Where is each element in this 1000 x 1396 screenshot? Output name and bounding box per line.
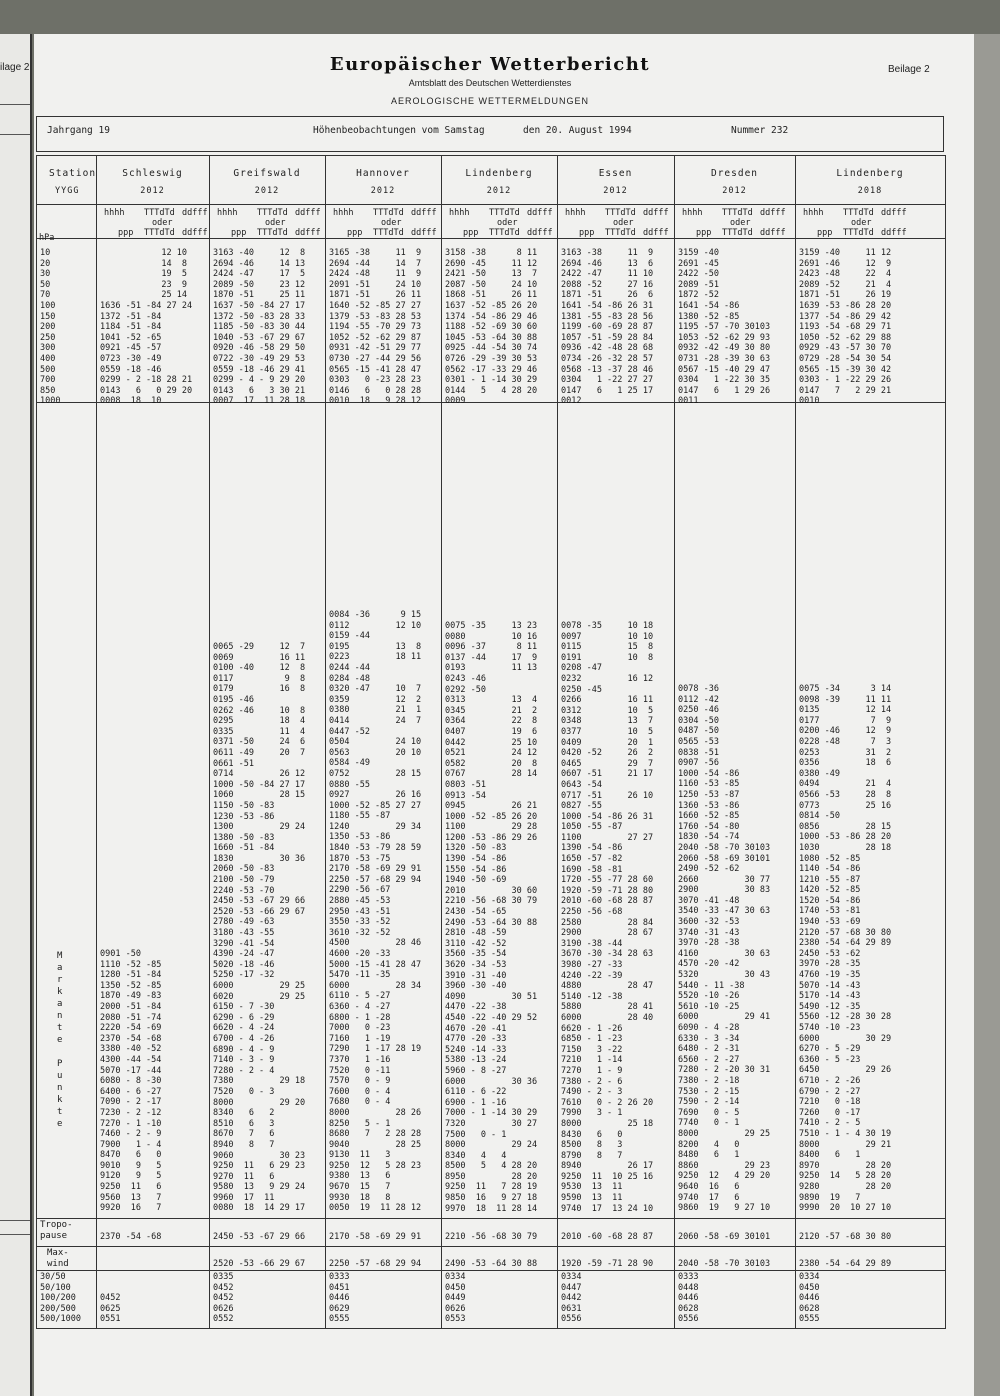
tropopause-data: 2010 -60 -68 28 87 [561,1232,654,1242]
margin-label: ilage 2 [0,62,30,73]
col-header-tttdtd: TTTdTd [373,228,404,238]
tropopause-data: 2060 -58 -69 30101 [678,1232,771,1242]
col-header-ddfff: ddfff [182,228,208,238]
maxwind-data: 2520 -53 -66 29 67 [213,1259,306,1269]
maxwind-data: 2040 -58 -70 30103 [678,1259,771,1269]
col-header-tttdtd: TTTdTd [843,228,874,238]
divider [0,1220,30,1221]
col-header-tttdtd: TTTdTd [144,208,175,218]
standard-levels-data: 3158 -38 8 11 2690 -45 11 12 2421 -50 13 7 2087 -50 24 10 1868 -51 26 11 1637 -52 -85 26 20 1374 -54 -86 29 46 1188 -52 -69 30 60 1045 -53 -64 30 88 0925 -44 -54 30 74 0726 -29 -39 30 53 0562 -17 -33 29 46 0301 - 1 -14 30 29 0144 5 4 28 20 0009 [445,248,538,407]
col-header-ppp: ppp [817,228,833,238]
col-header-ppp: ppp [579,228,595,238]
col-header-tttdtd: TTTdTd [489,208,520,218]
col-header-ddfff: ddfff [182,208,208,218]
col-header-oder: oder [613,218,634,228]
thickness-data: 0333 0451 0446 0629 0555 [329,1272,350,1325]
standard-levels-data: 3159 -40 11 12 2691 -46 12 9 2423 -48 22 4 2089 -52 21 4 1871 -51 26 19 1639 -53 -86 28 20 1377 -54 -86 29 42 1193 -54 -68 29 71 1050 -52 -62 29 88 0929 -43 -57 30 70 0729 -28 -54 30 54 0565 -15 -39 30 42 0303 - 1 -22 29 26 0147 7 2 29 21 0010 [799,248,892,407]
column-divider [96,156,97,1328]
tropopause-data: 2120 -57 -68 30 80 [799,1232,892,1242]
volume-label: Jahrgang 19 [47,125,110,136]
col-header-hhhh: hhhh [803,208,824,218]
row-divider [37,204,945,205]
row-divider [37,1218,945,1219]
markante-punkte-label: M a r k a n t e P u n k t e [57,951,63,1129]
col-header-oder: oder [381,218,402,228]
station-yygg: 2018 [857,186,883,196]
col-header-ddfff: ddfff [760,228,786,238]
col-header-oder: oder [497,218,518,228]
tropopause-data: 2210 -56 -68 30 79 [445,1232,538,1242]
row-divider [37,1270,945,1271]
col-header-tttdtd: TTTdTd [843,208,874,218]
col-header-hhhh: hhhh [217,208,238,218]
col-header-oder: oder [152,218,173,228]
significant-levels-data: 0901 -50 1110 -52 -85 1280 -51 -84 1350 -52 -85 1870 -49 -83 2000 -51 -84 2080 -51 -74 2220 -54 -69 2370 -54 -68 3380 -40 -52 4300 -44 -54 5070 -17 -44 6080 - 8 -30 6400 - 6 -27 7090 - 2 -17 7230 - 2 -12 7270 - 1 -10 7460 - 2 - 9 7900 1 - 4 8470 6 0 9010 9 5 9120 9 5 9250 11 6 9560 13 7 9920 16 7 [100,949,162,1214]
thickness-data: 0334 0447 0442 0631 0556 [561,1272,582,1325]
significant-levels-data: 0075 -35 13 23 0080 10 16 0096 -37 8 11 0137 -44 17 9 0193 11 13 0243 -46 0292 -50 0313 13 4 0345 21 2 0364 22 8 0407 19 6 0442 25 10 0521 24 12 0582 20 8 0767 28 14 0803 -51 0913 -54 0945 26 21 1000 -52 -85 26 20 1100 29 28 1200 -53 -86 29 26 1320 -50 -83 1390 -54 -86 1550 -54 -86 1940 -50 -69 2010 30 60 2210 -56 -68 30 79 2430 -54 -65 2490 -53 -64 30 88 2810 -48 -59 3110 -42 -52 3560 -35 -54 3620 -34 -53 3910 -31 -40 3960 -30 -40 4090 30 51 4470 -22 -38 4540 -22 -40 29 52 4670 -20 -41 4770 -20 -33 5240 -14 -33 5380 -13 -24 5960 - 8 -27 6000 30 36 6110 - 6 -22 6900 - 1 -16 7000 - 1 -14 30 29 7320 30 27 7500 0 - 1 8000 29 24 8340 4 4 8500 5 4 28 20 8950 28 20 9250 11 7 28 19 9850 16 9 27 18 9970 18 11 28 14 [445,621,538,1214]
column-divider [557,156,558,1328]
col-header-ddfff: ddfff [881,228,907,238]
maxwind-data: 2380 -54 -64 29 89 [799,1259,892,1269]
col-header-tttdtd: TTTdTd [605,228,636,238]
station-name: Lindenberg [836,168,904,179]
col-header-tttdtd: TTTdTd [257,208,288,218]
tropopause-data: 2450 -53 -67 29 66 [213,1232,306,1242]
station-name: Dresden [710,168,759,179]
significant-levels-data: 0078 -35 10 18 0097 10 10 0115 15 8 0191 10 8 0208 -47 0232 16 12 0250 -45 0266 16 11 0312 10 5 0348 13 7 0377 10 5 0409 20 1 0420 -52 26 2 0465 29 7 0607 -51 21 17 0643 -54 0717 -51 26 10 0827 -55 1000 -54 -86 26 31 1050 -55 -87 1100 27 27 1390 -54 -86 1650 -57 -82 1690 -58 -81 1720 -55 -77 28 60 1920 -59 -71 28 80 2010 -60 -68 28 87 2250 -56 -68 2580 28 84 2900 28 67 3190 -38 -44 3670 -30 -34 28 63 3980 -27 -33 4240 -22 -39 4880 28 47 5140 -12 -38 5880 28 41 6000 28 40 6620 - 1 -26 6850 - 1 -23 7150 3 -22 7210 1 -14 7270 1 - 9 7380 - 2 - 6 7490 - 2 - 3 7610 0 - 2 26 20 7990 3 - 1 8000 25 18 8430 6 0 8500 8 3 8790 8 7 8940 26 17 9250 11 10 25 16 9530 13 11 9590 13 11 9740 17 13 24 10 [561,621,654,1214]
col-header-ppp: ppp [118,228,134,238]
station-name: Lindenberg [465,168,533,179]
standard-levels-data: 12 10 14 8 19 5 23 9 25 14 1636 -51 -84 27 24 1372 -51 -84 1184 -51 -84 1041 -52 -65 0921 -45 -57 0723 -30 -49 0559 -18 -46 0299 - 2 -18 28 21 0143 6 0 29 20 0008 18 10 [100,248,193,407]
significant-levels-data: 0078 -36 0112 -42 0250 -46 0304 -50 0487 -50 0565 -53 0838 -51 0907 -56 1000 -54 -86 1160 -53 -85 1250 -53 -87 1360 -53 -86 1660 -52 -85 1760 -54 -80 1830 -54 -74 2040 -58 -70 30103 2060 -58 -69 30101 2490 -52 -62 2660 30 77 2900 30 83 3070 -41 -48 3540 -33 -47 30 63 3600 -32 -53 3740 -31 -43 3970 -28 -38 4160 30 63 4570 -20 -42 5320 30 43 5440 - 11 -38 5520 -10 -26 5610 -10 -25 6000 29 41 6090 - 4 -28 6330 - 3 -34 6480 - 2 -31 6560 - 2 -27 7280 - 2 -20 30 31 7380 - 2 -18 7530 - 2 -15 7590 - 2 -14 7690 0 - 5 7740 0 - 1 8000 29 25 8200 4 0 8480 6 1 8860 29 23 9250 12 4 29 20 9640 16 6 9740 17 6 9860 19 9 27 10 [678,684,771,1214]
standard-levels-data: 3163 -40 12 8 2694 -46 14 13 2424 -47 17 5 2089 -50 23 12 1870 -51 25 11 1637 -50 -84 27 17 1372 -50 -83 28 33 1185 -50 -83 30 44 1040 -53 -67 29 67 0920 -46 -58 29 50 0722 -30 -49 29 53 0559 -18 -46 29 41 0299 - 4 - 9 29 20 0143 6 3 30 21 0007 17 11 28 18 [213,248,306,407]
tropopause-data: 2370 -54 -68 [100,1232,162,1242]
data-table [36,155,946,1329]
divider [0,1234,30,1235]
beilage-label: Beilage 2 [888,64,930,75]
thickness-data: 0335 0452 0452 0626 0552 [213,1272,234,1325]
col-header-ppp: ppp [231,228,247,238]
significant-levels-data: 0075 -34 3 14 0098 -39 11 11 0135 12 14 0177 7 9 0200 -46 12 9 0228 -48 7 3 0253 31 2 0356 18 6 0380 -49 0494 21 4 0566 -53 28 8 0773 25 16 0814 -50 0856 28 15 1000 -53 -86 28 20 1030 28 18 1080 -52 -85 1140 -54 -86 1210 -55 -87 1420 -52 -85 1520 -54 -86 1740 -53 -81 1940 -53 -69 2120 -57 -68 30 80 2380 -54 -64 29 89 2450 -53 -62 3970 -28 -35 4760 -19 -35 5070 -14 -43 5170 -14 -43 5490 -12 -35 5560 -12 -28 30 28 5740 -10 -23 6000 30 29 6270 - 5 -29 6360 - 5 -23 6450 29 26 6710 - 2 -26 6790 - 2 -27 7210 0 -18 7260 0 -17 7410 - 2 - 5 7510 - 1 - 4 30 19 8000 29 21 8400 6 1 8970 28 20 9250 14 5 28 20 9280 28 20 9890 19 7 9990 20 10 27 10 [799,684,892,1214]
col-header-hhhh: hhhh [682,208,703,218]
row-divider [37,1246,945,1247]
thickness-data: 0452 0625 0551 [100,1293,121,1325]
col-header-tttdtd: TTTdTd [722,228,753,238]
col-header-hhhh: hhhh [565,208,586,218]
significant-levels-data: 0065 -29 12 7 0069 16 11 0100 -40 12 8 0117 9 8 0179 16 8 0195 -46 0262 -46 10 8 0295 18 4 0335 11 4 0371 -50 24 6 0611 -49 20 7 0661 -51 0714 26 12 1000 -50 -84 27 17 1060 28 15 1150 -50 -83 1230 -53 -86 1300 29 24 1380 -50 -83 1660 -51 -84 1830 30 36 2060 -50 -83 2100 -50 -79 2240 -53 -70 2450 -53 -67 29 66 2520 -53 -66 29 67 2780 -49 -63 3180 -43 -55 3290 -41 -54 4390 -24 -47 5020 -18 -46 5250 -17 -32 6000 29 25 6020 29 25 6150 - 7 -30 6290 - 6 -29 6620 - 4 -24 6700 - 4 -26 6890 - 4 - 9 7140 - 3 - 9 7280 - 2 - 4 7380 29 18 7520 0 - 3 8000 29 20 8340 6 2 8510 6 3 8670 7 6 8940 8 7 9060 30 23 9250 11 6 29 23 9270 11 6 9580 13 9 29 24 9960 17 11 0080 18 14 29 17 [213,642,306,1214]
col-header-tttdtd: TTTdTd [722,208,753,218]
station-yygg: 2012 [370,186,396,196]
col-header-oder: oder [730,218,751,228]
col-header-hhhh: hhhh [449,208,470,218]
col-header-ddfff: ddfff [295,208,321,218]
col-header-ddfff: ddfff [295,228,321,238]
col-header-ddfff: ddfff [527,228,553,238]
maxwind-data: 2490 -53 -64 30 88 [445,1259,538,1269]
col-header-ppp: ppp [463,228,479,238]
station-yygg: 2012 [722,186,747,196]
col-header-ddfff: ddfff [643,228,669,238]
col-header-ddfff: ddfff [527,208,553,218]
col-header-hhhh: hhhh [104,208,125,218]
column-divider [674,156,675,1328]
section-title: AEROLOGISCHE WETTERMELDUNGEN [390,96,590,106]
column-divider [209,156,210,1328]
station-name: Hannover [356,168,410,179]
station-name: Greifswald [233,168,301,179]
standard-levels-data: 3165 -38 11 9 2694 -44 14 7 2424 -48 11 9 2091 -51 24 10 1871 -51 26 11 1640 -52 -85 27 27 1379 -53 -83 28 53 1194 -55 -70 29 73 1052 -52 -62 29 87 0931 -42 -51 29 77 0730 -27 -44 29 56 0565 -15 -41 28 47 0303 0 -23 28 23 0146 6 0 28 28 0010 18 9 28 12 [329,248,422,407]
station-yygg: 2012 [140,186,165,196]
issue-number: Nummer 232 [731,125,789,136]
pressure-levels: 10 20 30 50 70 100 150 200 250 300 400 500 700 850 1000 [40,248,61,407]
yygg-header: YYGG [55,186,80,196]
station-yygg: 2012 [486,186,512,196]
col-header-ppp: ppp [696,228,712,238]
adjacent-page-strip [0,34,32,1396]
col-header-ddfff: ddfff [411,208,437,218]
tropopause-data: 2170 -58 -69 29 91 [329,1232,422,1242]
col-header-ddfff: ddfff [760,208,786,218]
tropopause-label: Tropo- pause [40,1220,73,1241]
standard-levels-data: 3163 -38 11 9 2694 -46 13 6 2422 -47 11 10 2088 -52 27 16 1871 -51 26 6 1641 -54 -86 26 31 1381 -55 -83 28 56 1199 -60 -69 28 87 1057 -51 -59 28 84 0936 -42 -48 28 68 0734 -26 -32 28 57 0568 -13 -37 28 46 0304 1 -22 27 27 0147 6 1 25 17 0012 [561,248,654,407]
station-yygg: 2012 [254,186,280,196]
col-header-tttdtd: TTTdTd [144,228,175,238]
page-subtitle: Amtsblatt des Deutschen Wetterdienstes [408,78,572,88]
observation-label: Höhenbeobachtungen vom Samstag [313,125,485,136]
issue-date: den 20. August 1994 [523,125,632,136]
divider [0,104,30,105]
col-header-tttdtd: TTTdTd [257,228,288,238]
column-divider [441,156,442,1328]
column-divider [325,156,326,1328]
column-divider [795,156,796,1328]
col-header-tttdtd: TTTdTd [605,208,636,218]
thickness-labels: 30/50 50/100 100/200 200/500 500/1000 [40,1272,81,1325]
col-header-ddfff: ddfff [643,208,669,218]
station-yygg: 2012 [603,186,628,196]
divider [0,134,30,135]
issue-info-bar [36,116,944,152]
thickness-data: 0333 0448 0446 0628 0556 [678,1272,699,1325]
col-header-hhhh: hhhh [333,208,354,218]
row-divider [37,238,945,239]
maxwind-data: 1920 -59 -71 28 90 [561,1259,654,1269]
significant-levels-data: 0084 -36 9 15 0112 12 10 0159 -44 0195 13 8 0223 18 11 0244 -44 0284 -48 0320 -47 10 7 0359 12 2 0380 21 1 0414 24 7 0447 -52 0504 24 10 0563 20 10 0584 -49 0752 28 15 0880 -55 0927 26 16 1000 -52 -85 27 27 1180 -55 -87 1240 29 34 1350 -53 -86 1840 -53 -79 28 59 1870 -53 -75 2170 -58 -69 29 91 2250 -57 -68 29 94 2290 -56 -67 2880 -45 -53 2950 -43 -51 3550 -33 -52 3610 -32 -52 4500 28 46 4600 -20 -33 5000 -15 -41 28 47 5470 -11 -35 6000 28 34 6110 - 5 -27 6360 - 4 -27 6800 - 1 -28 7000 0 -23 7160 1 -19 7290 1 -17 28 19 7370 1 -16 7520 0 -11 7570 0 - 9 7600 0 - 4 7680 0 - 4 8000 28 26 8250 5 - 1 8680 7 2 28 28 9040 28 25 9130 11 3 9250 12 5 28 23 9380 13 6 9670 15 7 9930 18 8 0050 19 11 28 12 [329,610,422,1214]
binder-edge [974,34,1000,1396]
maxwind-label: Max- wind [47,1248,69,1269]
standard-levels-data: 3159 -40 2691 -45 2422 -50 2089 -51 1872 -52 1641 -54 -86 1380 -52 -85 1195 -57 -70 30103 1053 -52 -62 29 93 0932 -42 -49 30 80 0731 -28 -39 30 63 0567 -15 -40 29 47 0304 1 -22 30 35 0147 6 1 29 26 0011 [678,248,771,407]
col-header-oder: oder [265,218,286,228]
hpa-label: hPa [39,233,55,243]
col-header-ppp: ppp [347,228,363,238]
station-header: Station [49,168,97,179]
col-header-tttdtd: TTTdTd [373,208,404,218]
maxwind-data: 2250 -57 -68 29 94 [329,1259,422,1269]
page-title: Europäischer Wetterbericht [329,54,651,75]
thickness-data: 0334 0450 0446 0628 0555 [799,1272,820,1325]
col-header-ddfff: ddfff [881,208,907,218]
station-name: Essen [598,168,633,179]
col-header-ddfff: ddfff [411,228,437,238]
col-header-oder: oder [851,218,872,228]
col-header-tttdtd: TTTdTd [489,228,520,238]
station-name: Schleswig [122,168,183,179]
thickness-data: 0334 0450 0449 0626 0553 [445,1272,466,1325]
